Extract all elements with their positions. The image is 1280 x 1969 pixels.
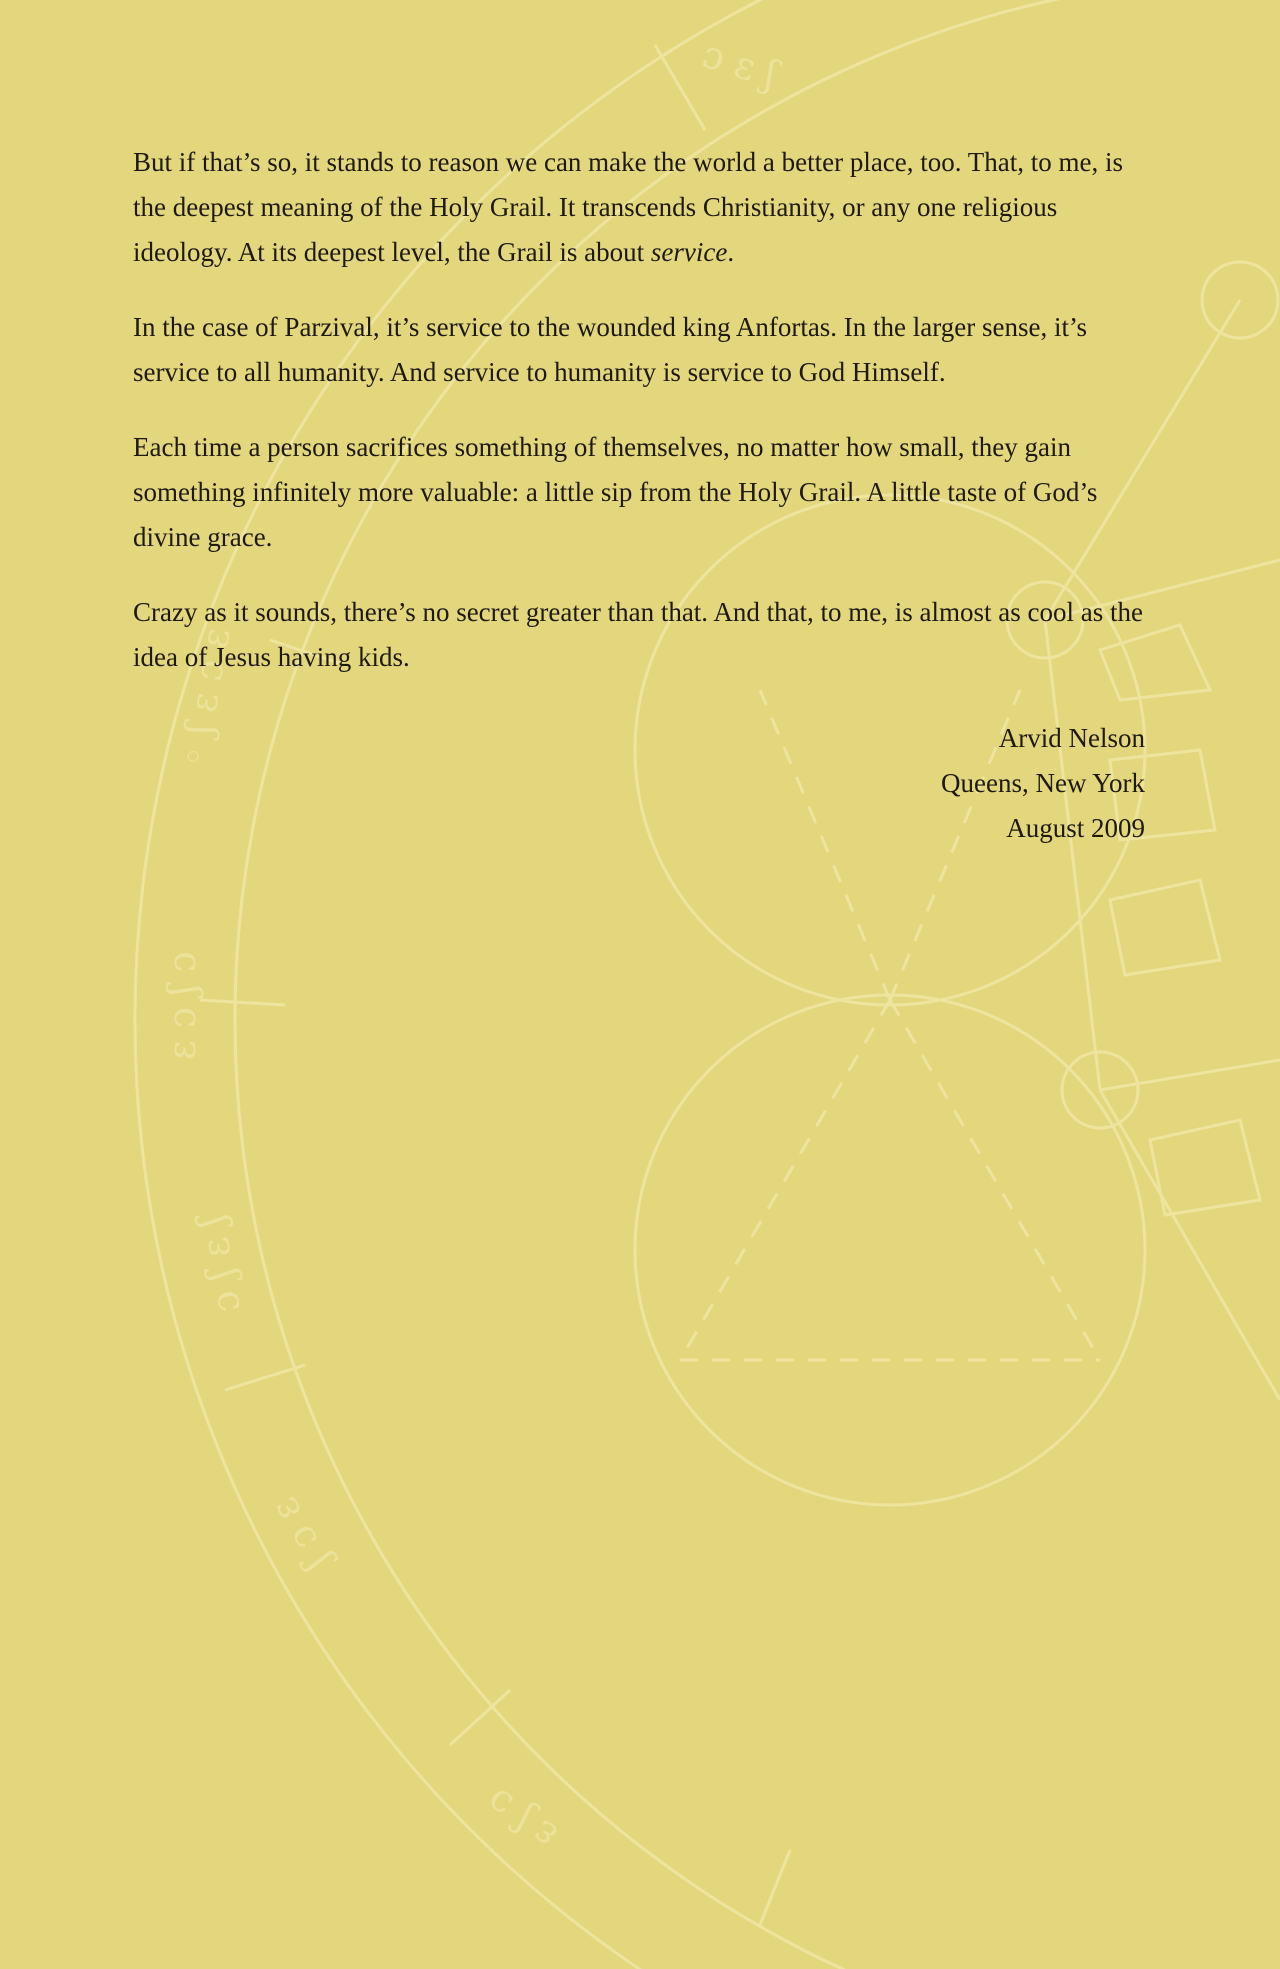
paragraph-1-end: . bbox=[727, 237, 735, 267]
paragraph-1-text: But if that’s so, it stands to reason we can make the world a better place, too. That, to me, is the deepest meaning of the Holy Grail. It transcends Christianity, or any one religious ideology. At its deepest level, the Grail is about bbox=[133, 147, 1124, 267]
paragraph-4: Crazy as it sounds, there’s no secret greater than that. And that, to me, is almost as cool as the idea of Jesus having kids. bbox=[133, 597, 1143, 672]
signature-date: August 2009 bbox=[1006, 813, 1145, 843]
svg-text:ɔ ɛ ʃ: ɔ ɛ ʃ bbox=[697, 31, 783, 97]
svg-text:ɛ ʃ ɔ: ɛ ʃ ɔ bbox=[478, 1779, 566, 1859]
svg-text:◦ ʃ ɛ ɔ ɛ: ◦ ʃ ɛ ɔ ɛ bbox=[170, 624, 239, 772]
paragraph-2: In the case of Parzival, it’s service to the wounded king Anfortas. In the larger sense, it’s service to all humanity. And service to humanity is service to God Himself. bbox=[133, 312, 1087, 387]
svg-text:ʃ ɔ ɛ: ʃ ɔ ɛ bbox=[261, 1490, 338, 1578]
signature-name: Arvid Nelson bbox=[998, 723, 1145, 753]
letter-body bbox=[133, 140, 1143, 851]
paragraph-1 bbox=[133, 140, 1143, 275]
signature-block bbox=[133, 716, 1145, 851]
svg-text:ɔ ʃ ɛ ʃ: ɔ ʃ ɛ ʃ bbox=[188, 1212, 249, 1317]
signature-location: Queens, New York bbox=[941, 768, 1145, 798]
paragraph-3: Each time a person sacrifices something of themselves, no matter how small, they gain something infinitely more valuable: a little sip from the Holy Grail. A little taste of God’s divine grace. bbox=[133, 432, 1098, 552]
paragraph-1-emphasis: service bbox=[650, 237, 728, 267]
svg-text:ɛ ɔ ʃ ɔ: ɛ ɔ ʃ ɔ bbox=[160, 951, 204, 1060]
